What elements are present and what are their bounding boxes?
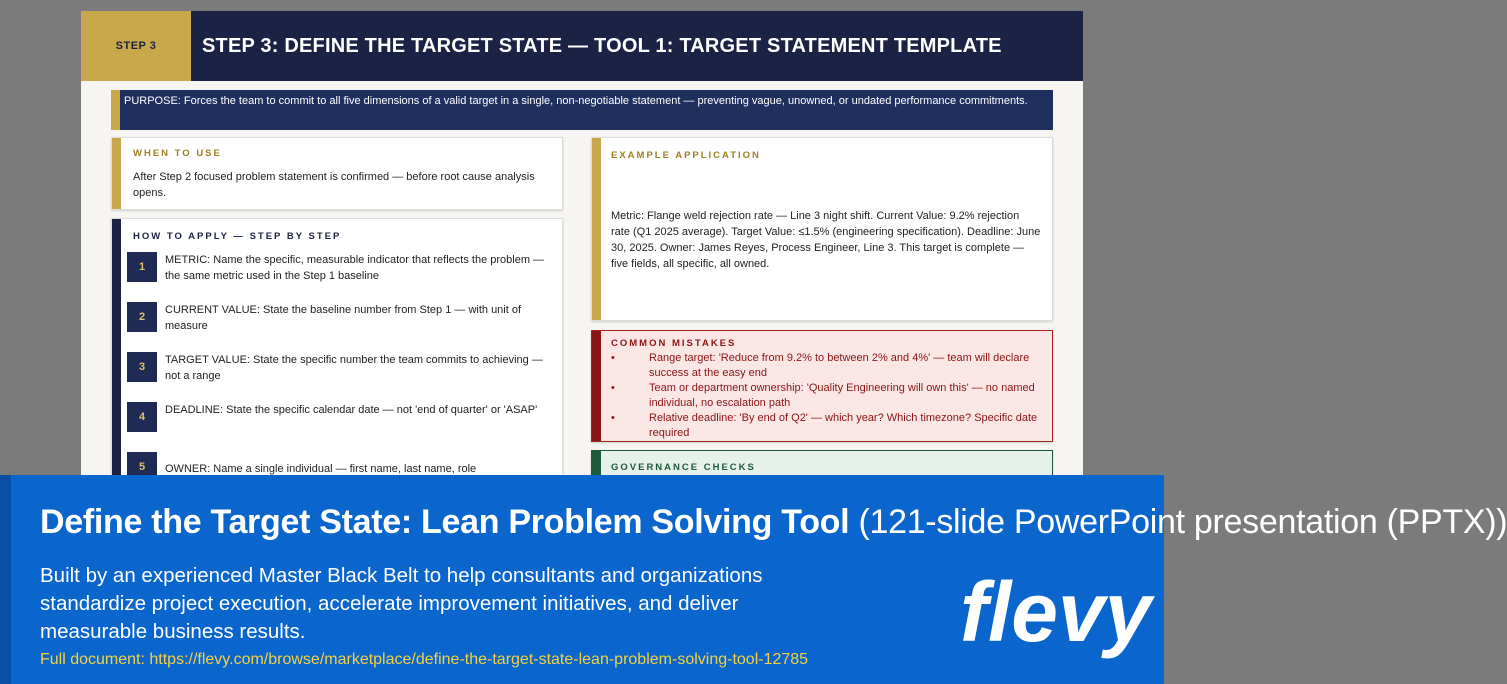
card-accent-bar (592, 331, 601, 441)
step-tag: STEP 3 (81, 11, 191, 81)
step-item (127, 352, 557, 402)
step-item (127, 252, 557, 302)
step-number: 5 (127, 452, 157, 482)
mistakes-title: COMMON MISTAKES (611, 338, 737, 349)
banner-description: Built by an experienced Master Black Belt to help consultants and organizations standardize project execution, accelerate improvement initiatives, and deliver measurable business results. (40, 564, 763, 643)
step-text: METRIC: Name the specific, measurable indicator that reflects the problem — the same metric used in the Step 1 baseline (165, 254, 545, 282)
document-link[interactable]: Full document: https://flevy.com/browse/marketplace/define-the-target-state-lean-problem-solving-tool-12785 (40, 651, 809, 668)
banner-edge (0, 475, 11, 684)
flevy-logo[interactable] (958, 565, 1152, 661)
when-to-use-title: WHEN TO USE (133, 148, 222, 159)
mistake-item (611, 351, 1051, 381)
card-accent-bar (112, 219, 121, 497)
step-text: CURRENT VALUE: State the baseline number from Step 1 — with unit of measure (165, 304, 522, 332)
common-mistakes-card (591, 330, 1053, 442)
mistake-item (611, 411, 1051, 441)
bullet: • (611, 412, 615, 424)
step-number: 1 (127, 252, 157, 282)
mistake-text: Relative deadline: 'By end of Q2' — which year? Which timezone? Specific date required (649, 412, 1038, 439)
how-to-apply-title: HOW TO APPLY — STEP BY STEP (133, 231, 342, 242)
when-to-use-body: After Step 2 focused problem statement is confirmed — before root cause analysis opens. (133, 171, 535, 199)
banner-title-bold: Define the Target State: Lean Problem Solving Tool (40, 503, 850, 541)
mistake-text: Range target: 'Reduce from 9.2% to between 2% and 4%' — team will declare success at the easy end (649, 352, 1030, 379)
step-list (127, 252, 557, 502)
flevy-logo-text: flevy (960, 565, 1152, 659)
governance-title: GOVERNANCE CHECKS (611, 462, 756, 473)
mistake-text: Team or department ownership: 'Quality Engineering will own this' — no named individual, no escalation path (649, 382, 1035, 409)
banner-title-light: (121-slide PowerPoint presentation (PPTX)) (858, 503, 1507, 541)
slide-header (81, 11, 1083, 81)
mistake-item (611, 381, 1051, 411)
step-number: 3 (127, 352, 157, 382)
bullet: • (611, 352, 615, 364)
step-text: DEADLINE: State the specific calendar date — not 'end of quarter' or 'ASAP' (165, 404, 538, 416)
example-application-card (591, 137, 1053, 321)
step-number: 2 (127, 302, 157, 332)
promo-banner (0, 475, 1507, 684)
slide-title: STEP 3: DEFINE THE TARGET STATE — TOOL 1: TARGET STATEMENT TEMPLATE (202, 34, 1002, 57)
step-item (127, 302, 557, 352)
how-to-apply-card (111, 218, 563, 498)
example-title: EXAMPLE APPLICATION (611, 150, 761, 161)
bullet: • (611, 382, 615, 394)
purpose-banner: PURPOSE: Forces the team to commit to all five dimensions of a valid target in a single, non-negotiable statement — preventing vague, unowned, or undated performance commitments. (111, 90, 1053, 130)
step-item (127, 402, 557, 452)
step-text: OWNER: Name a single individual — first name, last name, role (165, 463, 477, 475)
step-number: 4 (127, 402, 157, 432)
example-body: Metric: Flange weld rejection rate — Line 3 night shift. Current Value: 9.2% rejection rate (Q1 2025 average). Target Value: ≤1.5% (engineering specification). Deadline: June 30, 2025. Owner: James Reyes, Process Engineer, Line 3. This target is complete — five fields, all specific, all owned. (611, 210, 1041, 270)
step-text: TARGET VALUE: State the specific number the team commits to achieving — not a range (165, 354, 543, 382)
banner-title (40, 503, 1507, 542)
card-accent-bar (592, 138, 601, 320)
card-accent-bar (112, 138, 121, 209)
when-to-use-card (111, 137, 563, 210)
slide (81, 11, 1083, 481)
mistakes-list (611, 351, 1051, 441)
